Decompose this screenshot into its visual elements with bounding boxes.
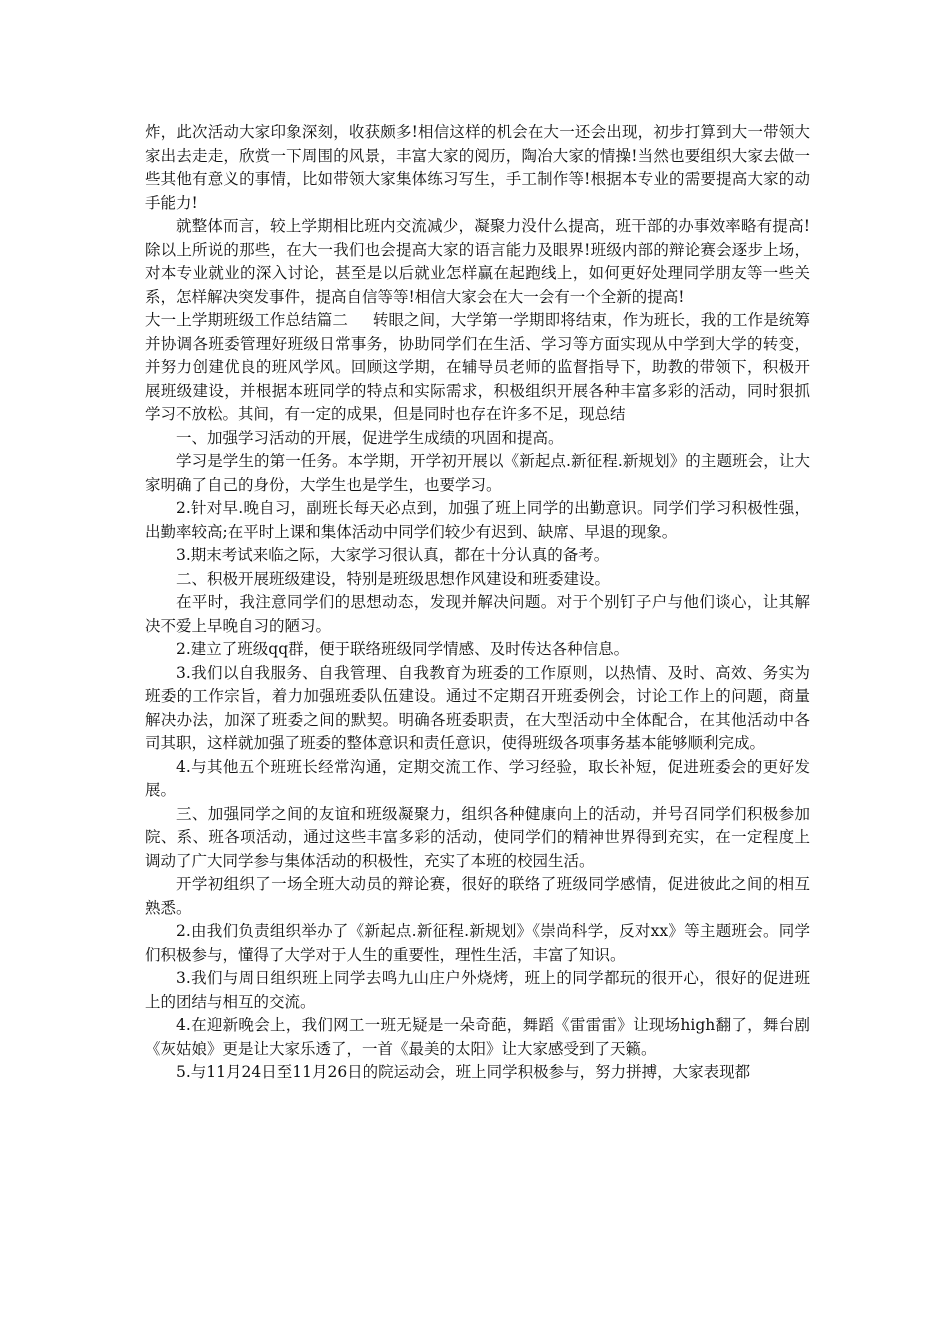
paragraph-16: 3.我们与周日组织班上同学去鸣九山庄户外烧烤，班上的同学都玩的很开心，很好的促进班上的团结与相互的交流。: [145, 969, 810, 1011]
paragraph-9: 在平时，我注意同学们的思想动态，发现并解决问题。对于个别钉子户与他们谈心，让其解决不爱上早晚自习的陋习。: [145, 593, 810, 635]
section-paragraph: [145, 309, 810, 427]
section-title: 大一上学期班级工作总结篇二: [145, 311, 349, 329]
paragraph-5: 学习是学生的第一任务。本学期，开学初开展以《新起点.新征程.新规划》的主题班会，让大家明确了自己的身份，大学生也是学生，也要学习。: [145, 452, 810, 494]
heading-three: 三、加强同学之间的友谊和班级凝聚力，组织各种健康向上的活动，并号召同学们积极参加院、系、班各项活动，通过这些丰富多彩的活动，使同学们的精神世界得到充实，在一定程度上调动了广大同学参与集体活动的积极性，充实了本班的校园生活。: [145, 804, 810, 870]
heading-two: 二、积极开展班级建设，特别是班级思想作风建设和班委建设。: [176, 569, 611, 588]
paragraph-1: 炸，此次活动大家印象深刻，收获颇多!相信这样的机会在大一还会出现，初步打算到大一带领大家出去走走，欣赏一下周围的风景，丰富大家的阅历，陶冶大家的情操!当然也要组织大家去做一些其他有意义的事情，比如带领大家集体练习写生，手工制作等!根据本专业的需要提高大家的动手能力!: [145, 123, 810, 212]
paragraph-10: 2.建立了班级qq群，便于联络班级同学情感、及时传达各种信息。: [176, 640, 630, 658]
paragraph-18: 5.与11月24日至11月26日的院运动会，班上同学积极参与，努力拼搏，大家表现都: [176, 1063, 751, 1081]
paragraph-15: 2.由我们负责组织举办了《新起点.新征程.新规划》《崇尚科学，反对xx》等主题班会。同学们积极参与，懂得了大学对于人生的重要性，理性生活，丰富了知识。: [145, 922, 810, 964]
paragraph-7: 3.期末考试来临之际，大家学习很认真，都在十分认真的备考。: [176, 546, 610, 564]
heading-one: 一、加强学习活动的开展，促进学生成绩的巩固和提高。: [176, 428, 564, 447]
paragraph-6: 2.针对早.晚自习，副班长每天必点到，加强了班上同学的出勤意识。同学们学习积极性强，出勤率较高;在平时上课和集体活动中同学们较少有迟到、缺席、早退的现象。: [145, 499, 810, 541]
paragraph-11: 3.我们以自我服务、自我管理、自我教育为班委的工作原则，以热情、及时、高效、务实为班委的工作宗旨，着力加强班委队伍建设。通过不定期召开班委例会，讨论工作上的问题，商量解决办法，加深了班委之间的默契。明确各班委职责，在大型活动中全体配合，在其他活动中各司其职，这样就加强了班委的整体意识和责任意识，使得班级各项事务基本能够顺利完成。: [145, 663, 810, 752]
paragraph-3: 转眼之间，大学第一学期即将结束，作为班长，我的工作是统筹并协调各班委管理好班级日常事务，协助同学们在生活、学习等方面实现从中学到大学的转变，并努力创建优良的班风学风。回顾这学期，在辅导员老师的监督指导下，助教的带领下，积极开展班级建设，并根据本班同学的特点和实际需求，积极组织开展各种丰富多彩的活动，同时狠抓学习不放松。其间，有一定的成果，但是同时也存在许多不足，现总结: [145, 311, 810, 423]
document-page: [145, 121, 810, 1085]
paragraph-2: 就整体而言，较上学期相比班内交流减少，凝聚力没什么提高，班干部的办事效率略有提高!除以上所说的那些，在大一我们也会提高大家的语言能力及眼界!班级内部的辩论赛会逐步上场，对本专业就业的深入讨论，甚至是以后就业怎样赢在起跑线上，如何更好处理同学朋友等一些关系，怎样解决突发事件，提高自信等等!相信大家会在大一会有一个全新的提高!: [145, 217, 810, 306]
paragraph-12: 4.与其他五个班班长经常沟通，定期交流工作、学习经验，取长补短，促进班委会的更好发展。: [145, 757, 810, 799]
paragraph-14: 开学初组织了一场全班大动员的辩论赛，很好的联络了班级同学感情，促进彼此之间的相互熟悉。: [145, 875, 810, 917]
paragraph-17: 4.在迎新晚会上，我们网工一班无疑是一朵奇葩，舞蹈《雷雷雷》让现场high翻了，舞台剧《灰姑娘》更是让大家乐透了，一首《最美的太阳》让大家感受到了天籁。: [145, 1016, 810, 1058]
